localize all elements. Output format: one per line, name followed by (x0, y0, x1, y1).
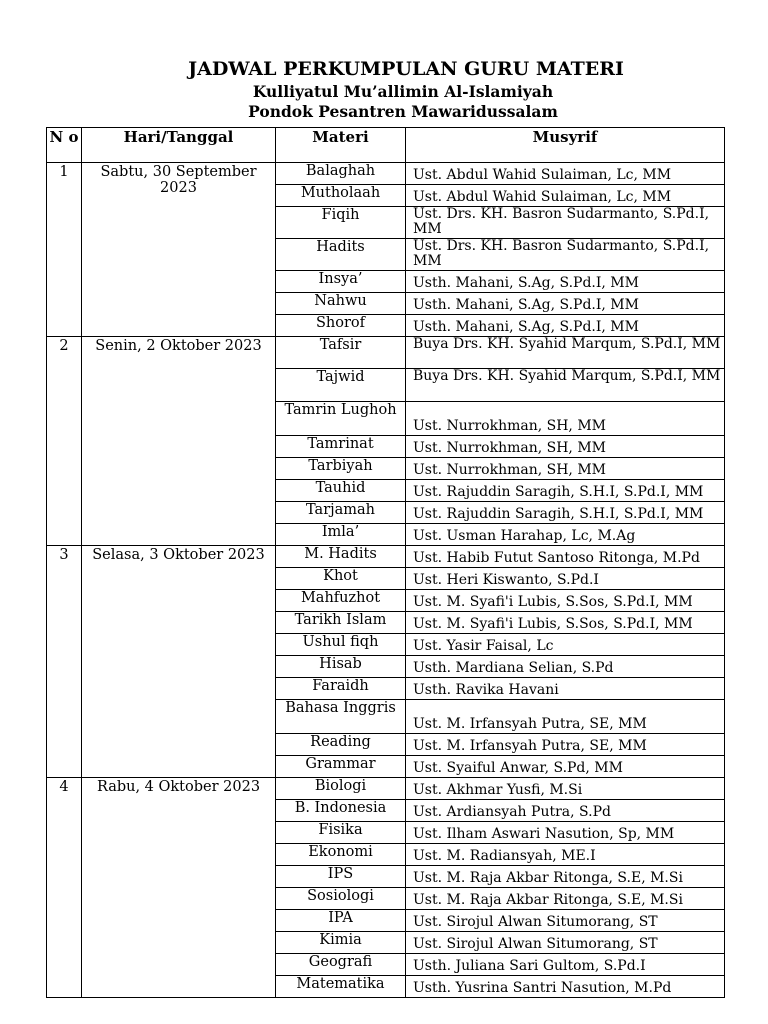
musyrif-cell: Ust. M. Irfansyah Putra, SE, MM (406, 734, 725, 756)
materi-cell: Reading (276, 734, 406, 756)
materi-cell: Grammar (276, 756, 406, 778)
materi-cell: Faraidh (276, 678, 406, 700)
materi-cell: Ekonomi (276, 844, 406, 866)
materi-cell: Imla’ (276, 524, 406, 546)
materi-cell: Nahwu (276, 293, 406, 315)
header-hari-tanggal: Hari/Tanggal (82, 128, 276, 163)
materi-cell: IPA (276, 910, 406, 932)
materi-cell: Biologi (276, 778, 406, 800)
musyrif-cell: Ust. Sirojul Alwan Situmorang, ST (406, 932, 725, 954)
header-musyrif: Musyrif (406, 128, 725, 163)
musyrif-cell: Buya Drs. KH. Syahid Marqum, S.Pd.I, MM (406, 337, 725, 369)
table-header-row (47, 128, 725, 163)
schedule-table (46, 127, 725, 998)
musyrif-cell: Ust. Akhmar Yusfi, M.Si (406, 778, 725, 800)
materi-cell: Hadits (276, 239, 406, 271)
header-no: N o (47, 128, 82, 163)
group-day: Rabu, 4 Oktober 2023 (82, 778, 276, 998)
materi-cell: Sosiologi (276, 888, 406, 910)
materi-cell: Insya’ (276, 271, 406, 293)
materi-cell: M. Hadits (276, 546, 406, 568)
header-materi: Materi (276, 128, 406, 163)
musyrif-cell: Ust. Yasir Faisal, Lc (406, 634, 725, 656)
materi-cell: Mahfuzhot (276, 590, 406, 612)
materi-cell: Tarikh Islam (276, 612, 406, 634)
group-day: Senin, 2 Oktober 2023 (82, 337, 276, 546)
group-number: 1 (47, 163, 82, 337)
table-row (47, 778, 725, 800)
musyrif-cell: Ust. Rajuddin Saragih, S.H.I, S.Pd.I, MM (406, 502, 725, 524)
musyrif-cell: Ust. Heri Kiswanto, S.Pd.I (406, 568, 725, 590)
musyrif-cell: Ust. Nurrokhman, SH, MM (406, 458, 725, 480)
materi-cell: Tamrinat (276, 436, 406, 458)
musyrif-cell: Usth. Yusrina Santri Nasution, M.Pd (406, 976, 725, 998)
materi-cell: Tarjamah (276, 502, 406, 524)
musyrif-cell: Usth. Mahani, S.Ag, S.Pd.I, MM (406, 293, 725, 315)
document-subtitle-pesantren: Pondok Pesantren Mawaridussalam (248, 102, 558, 121)
materi-cell: Mutholaah (276, 185, 406, 207)
group-day: Sabtu, 30 September 2023 (82, 163, 276, 337)
musyrif-cell: Usth. Mardiana Selian, S.Pd (406, 656, 725, 678)
musyrif-cell: Ust. Habib Futut Santoso Ritonga, M.Pd (406, 546, 725, 568)
materi-cell: Matematika (276, 976, 406, 998)
musyrif-cell: Ust. Usman Harahap, Lc, M.Ag (406, 524, 725, 546)
musyrif-cell: Ust. Sirojul Alwan Situmorang, ST (406, 910, 725, 932)
group-number: 2 (47, 337, 82, 546)
musyrif-cell: Ust. M. Irfansyah Putra, SE, MM (406, 700, 725, 734)
musyrif-cell: Ust. Drs. KH. Basron Sudarmanto, S.Pd.I, MM (406, 207, 725, 239)
musyrif-cell: Ust. Ilham Aswari Nasution, Sp, MM (406, 822, 725, 844)
materi-cell: Hisab (276, 656, 406, 678)
materi-cell: Tafsir (276, 337, 406, 369)
musyrif-cell: Ust. Abdul Wahid Sulaiman, Lc, MM (406, 163, 725, 185)
materi-cell: Tarbiyah (276, 458, 406, 480)
schedule-body (47, 163, 725, 998)
group-number: 3 (47, 546, 82, 778)
document-title: JADWAL PERKUMPULAN GURU MATERI (188, 58, 624, 80)
materi-cell: Khot (276, 568, 406, 590)
musyrif-cell: Usth. Mahani, S.Ag, S.Pd.I, MM (406, 271, 725, 293)
musyrif-cell: Usth. Juliana Sari Gultom, S.Pd.I (406, 954, 725, 976)
group-day: Selasa, 3 Oktober 2023 (82, 546, 276, 778)
materi-cell: Tajwid (276, 369, 406, 402)
materi-cell: Geografi (276, 954, 406, 976)
materi-cell: Tauhid (276, 480, 406, 502)
table-row (47, 337, 725, 369)
musyrif-cell: Ust. M. Syafi'i Lubis, S.Sos, S.Pd.I, MM (406, 590, 725, 612)
materi-cell: Kimia (276, 932, 406, 954)
musyrif-cell: Ust. M. Syafi'i Lubis, S.Sos, S.Pd.I, MM (406, 612, 725, 634)
musyrif-cell: Ust. M. Raja Akbar Ritonga, S.E, M.Si (406, 866, 725, 888)
table-row (47, 546, 725, 568)
materi-cell: Ushul fiqh (276, 634, 406, 656)
musyrif-cell: Usth. Mahani, S.Ag, S.Pd.I, MM (406, 315, 725, 337)
musyrif-cell: Ust. M. Raja Akbar Ritonga, S.E, M.Si (406, 888, 725, 910)
materi-cell: Fisika (276, 822, 406, 844)
musyrif-cell: Buya Drs. KH. Syahid Marqum, S.Pd.I, MM (406, 369, 725, 402)
materi-cell: IPS (276, 866, 406, 888)
materi-cell: Bahasa Inggris (276, 700, 406, 734)
group-number: 4 (47, 778, 82, 998)
musyrif-cell: Usth. Ravika Havani (406, 678, 725, 700)
materi-cell: B. Indonesia (276, 800, 406, 822)
musyrif-cell: Ust. Drs. KH. Basron Sudarmanto, S.Pd.I, MM (406, 239, 725, 271)
musyrif-cell: Ust. Nurrokhman, SH, MM (406, 436, 725, 458)
musyrif-cell: Ust. Rajuddin Saragih, S.H.I, S.Pd.I, MM (406, 480, 725, 502)
materi-cell: Shorof (276, 315, 406, 337)
materi-cell: Balaghah (276, 163, 406, 185)
musyrif-cell: Ust. Syaiful Anwar, S.Pd, MM (406, 756, 725, 778)
document-subtitle-school: Kulliyatul Mu’allimin Al-Islamiyah (252, 82, 554, 101)
musyrif-cell: Ust. Ardiansyah Putra, S.Pd (406, 800, 725, 822)
musyrif-cell: Ust. M. Radiansyah, ME.I (406, 844, 725, 866)
materi-cell: Fiqih (276, 207, 406, 239)
musyrif-cell: Ust. Abdul Wahid Sulaiman, Lc, MM (406, 185, 725, 207)
table-row (47, 163, 725, 185)
materi-cell: Tamrin Lughoh (276, 402, 406, 436)
musyrif-cell: Ust. Nurrokhman, SH, MM (406, 402, 725, 436)
